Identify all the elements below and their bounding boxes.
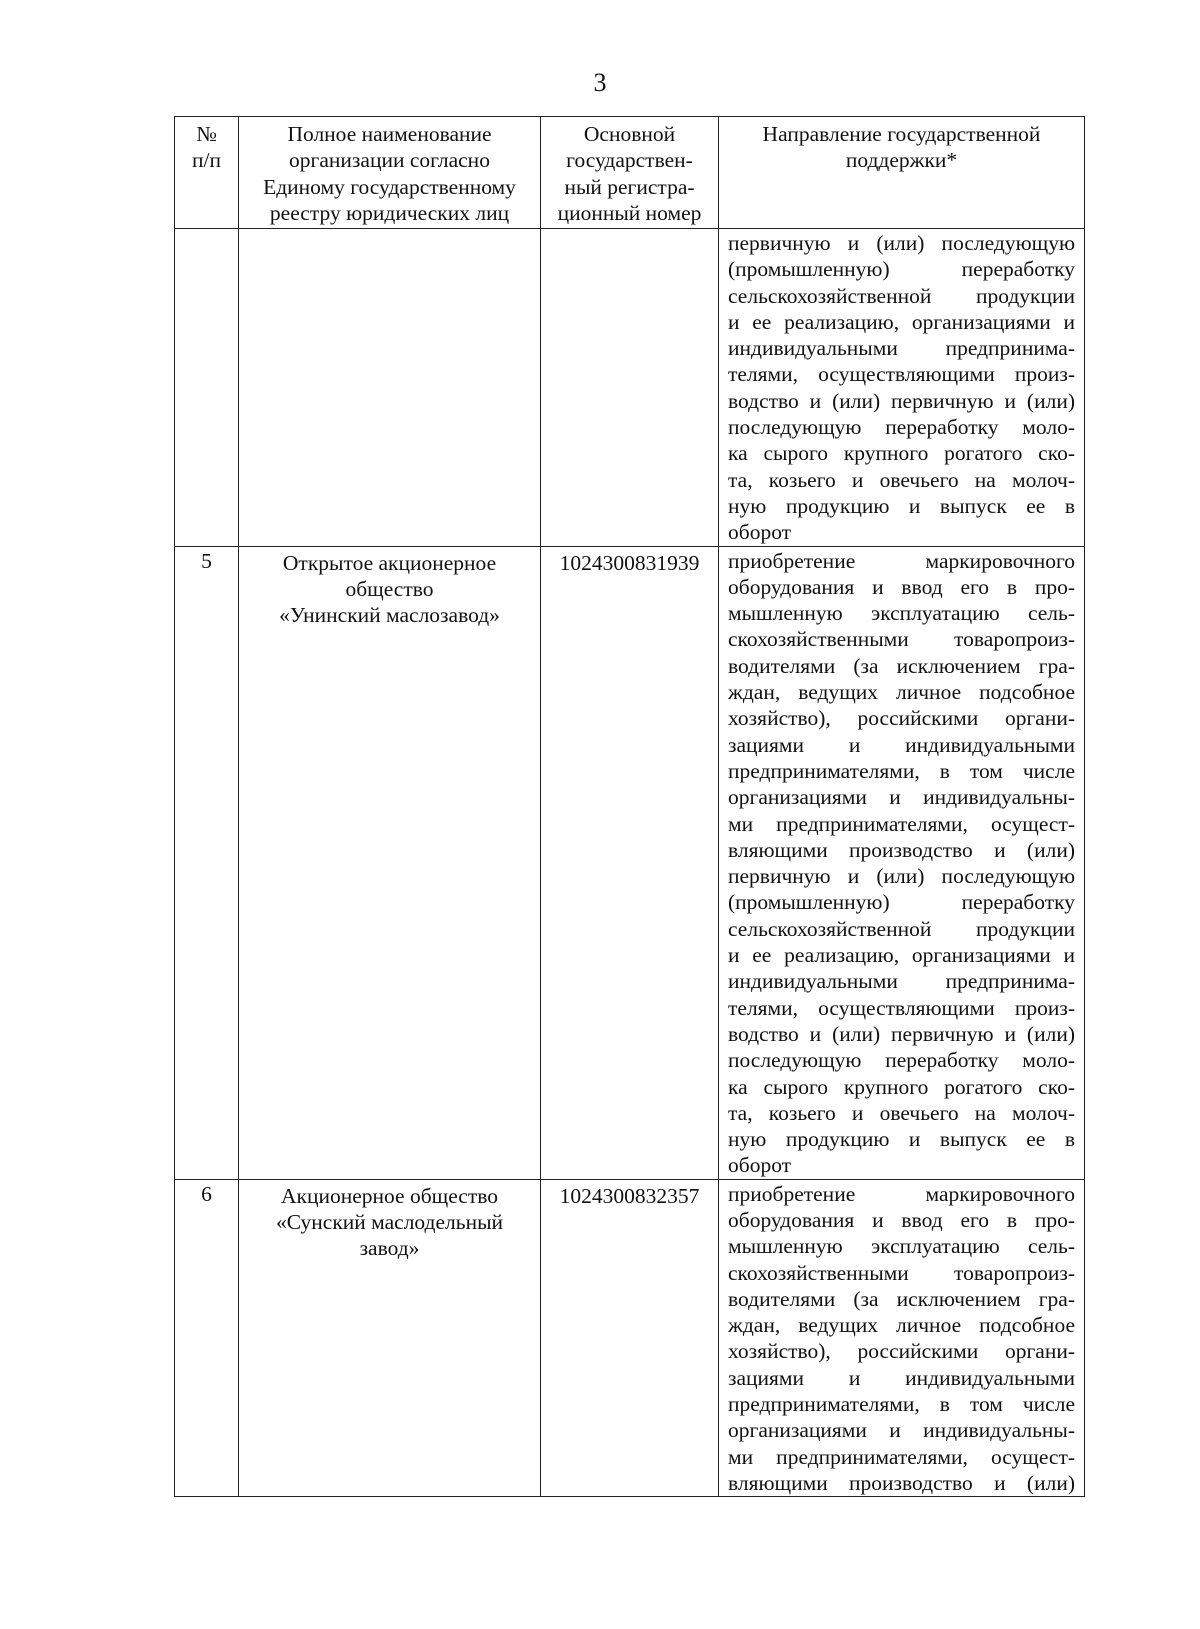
cell-line: предпринимателями, в том числе xyxy=(728,1392,1075,1417)
cell-line: оборудования и ввод его в про- xyxy=(728,1207,1075,1232)
cell-line: организации согласно xyxy=(289,148,490,173)
cell-line: «Унинский маслозавод» xyxy=(279,603,500,628)
cell-line: приобретение маркировочного xyxy=(728,548,1075,573)
cell-line: последующую переработку моло- xyxy=(728,415,1075,440)
cell-line: вляющими производство и (или) xyxy=(728,1470,1075,1495)
cell-line: Акционерное общество xyxy=(281,1183,498,1208)
support-direction xyxy=(719,1179,1085,1497)
cell-line: «Сунский маслодельный xyxy=(275,1209,504,1234)
cell-line: скохозяйственными товаропроиз- xyxy=(728,1260,1075,1285)
cell-line: и ее реализацию, организациями и xyxy=(728,309,1075,334)
cell-line: организациями и индивидуальны- xyxy=(728,785,1075,810)
cell-line: Основной xyxy=(583,122,676,146)
cell-line: мышленную эксплуатацию сель- xyxy=(728,1234,1075,1259)
organization-name xyxy=(239,229,541,547)
cell-line: зациями и индивидуальными xyxy=(728,732,1075,757)
cell-line: водство и (или) первичную и (или) xyxy=(728,388,1075,413)
cell-line: оборудования и ввод его в про- xyxy=(728,574,1075,599)
cell-line: та, козьего и овечьего на молоч- xyxy=(728,1100,1075,1125)
cell-line: п/п xyxy=(192,148,221,173)
cell-line: ждан, ведущих личное подсобное xyxy=(728,680,1075,705)
cell-line: сельскохозяйственной продукции xyxy=(728,916,1075,941)
cell-line: первичную и (или) последующую xyxy=(728,231,1075,255)
cell-line: мышленную эксплуатацию сель- xyxy=(728,601,1075,626)
cell-line: телями, осуществляющими произ- xyxy=(728,995,1075,1020)
cell-line: № xyxy=(196,122,217,146)
cell-line: завод» xyxy=(359,1236,420,1261)
row-number xyxy=(175,229,239,547)
table-header-row xyxy=(175,117,1085,229)
cell-line: ми предпринимателями, осущест- xyxy=(728,811,1075,836)
cell-line: Направление государственной xyxy=(762,122,1041,146)
cell-line: хозяйство), российскими органи- xyxy=(728,1339,1075,1364)
cell-line: (промышленную) переработку xyxy=(728,257,1075,282)
cell-line: последующую переработку моло- xyxy=(728,1048,1075,1073)
row-number: 6 xyxy=(175,1179,239,1497)
cell-line: оборот xyxy=(728,1153,792,1178)
cell-line: индивидуальными предпринима- xyxy=(728,336,1075,361)
cell-line: ную продукцию и выпуск ее в xyxy=(728,493,1075,518)
header-organization-name xyxy=(239,117,541,229)
cell-line: приобретение маркировочного xyxy=(728,1181,1075,1206)
cell-line: ционный номер xyxy=(557,200,702,225)
row-number: 5 xyxy=(175,546,239,1179)
cell-line: Единому государственному xyxy=(263,174,516,199)
support-direction xyxy=(719,546,1085,1179)
cell-line: ми предпринимателями, осущест- xyxy=(728,1444,1075,1469)
cell-line: (промышленную) переработку xyxy=(728,890,1075,915)
organization-name xyxy=(239,1179,541,1497)
organization-name xyxy=(239,546,541,1179)
cell-line: общество xyxy=(345,576,434,601)
cell-line: оборот xyxy=(728,520,792,545)
cell-line: государствен- xyxy=(566,148,693,173)
header-number xyxy=(175,117,239,229)
table-row xyxy=(175,229,1085,547)
table-row xyxy=(175,1179,1085,1497)
cell-line: ную продукцию и выпуск ее в xyxy=(728,1127,1075,1152)
cell-line: реестру юридических лиц xyxy=(269,200,510,225)
cell-line: телями, осуществляющими произ- xyxy=(728,362,1075,387)
cell-line: хозяйство), российскими органи- xyxy=(728,706,1075,731)
ogrn-value xyxy=(541,229,719,547)
header-ogrn xyxy=(541,117,719,229)
cell-line: индивидуальными предпринима- xyxy=(728,969,1075,994)
cell-line: скохозяйственными товаропроиз- xyxy=(728,627,1075,652)
cell-line: водителями (за исключением гра- xyxy=(728,653,1075,678)
cell-line: водство и (или) первичную и (или) xyxy=(728,1021,1075,1046)
cell-line: и ее реализацию, организациями и xyxy=(728,943,1075,968)
support-direction xyxy=(719,229,1085,547)
cell-line: ка сырого крупного рогатого ско- xyxy=(728,1074,1075,1099)
cell-line: ждан, ведущих личное подсобное xyxy=(728,1313,1075,1338)
cell-line: Полное наименование xyxy=(287,122,492,146)
organizations-table xyxy=(174,116,1085,1497)
cell-line: вляющими производство и (или) xyxy=(728,837,1075,862)
cell-line: Открытое акционерное xyxy=(282,550,497,575)
cell-line: организациями и индивидуальны- xyxy=(728,1418,1075,1443)
cell-line: первичную и (или) последующую xyxy=(728,864,1075,889)
cell-line: зациями и индивидуальными xyxy=(728,1365,1075,1390)
ogrn-value: 1024300832357 xyxy=(541,1179,719,1497)
table-row xyxy=(175,546,1085,1179)
cell-line: ка сырого крупного рогатого ско- xyxy=(728,441,1075,466)
cell-line: водителями (за исключением гра- xyxy=(728,1286,1075,1311)
ogrn-value: 1024300831939 xyxy=(541,546,719,1179)
cell-line: ный регистра- xyxy=(564,174,695,199)
header-support-direction xyxy=(719,117,1085,229)
cell-line: та, козьего и овечьего на молоч- xyxy=(728,467,1075,492)
page-number: 3 xyxy=(593,68,607,97)
cell-line: предпринимателями, в том числе xyxy=(728,758,1075,783)
cell-line: сельскохозяйственной продукции xyxy=(728,283,1075,308)
cell-line: поддержки* xyxy=(845,148,958,173)
